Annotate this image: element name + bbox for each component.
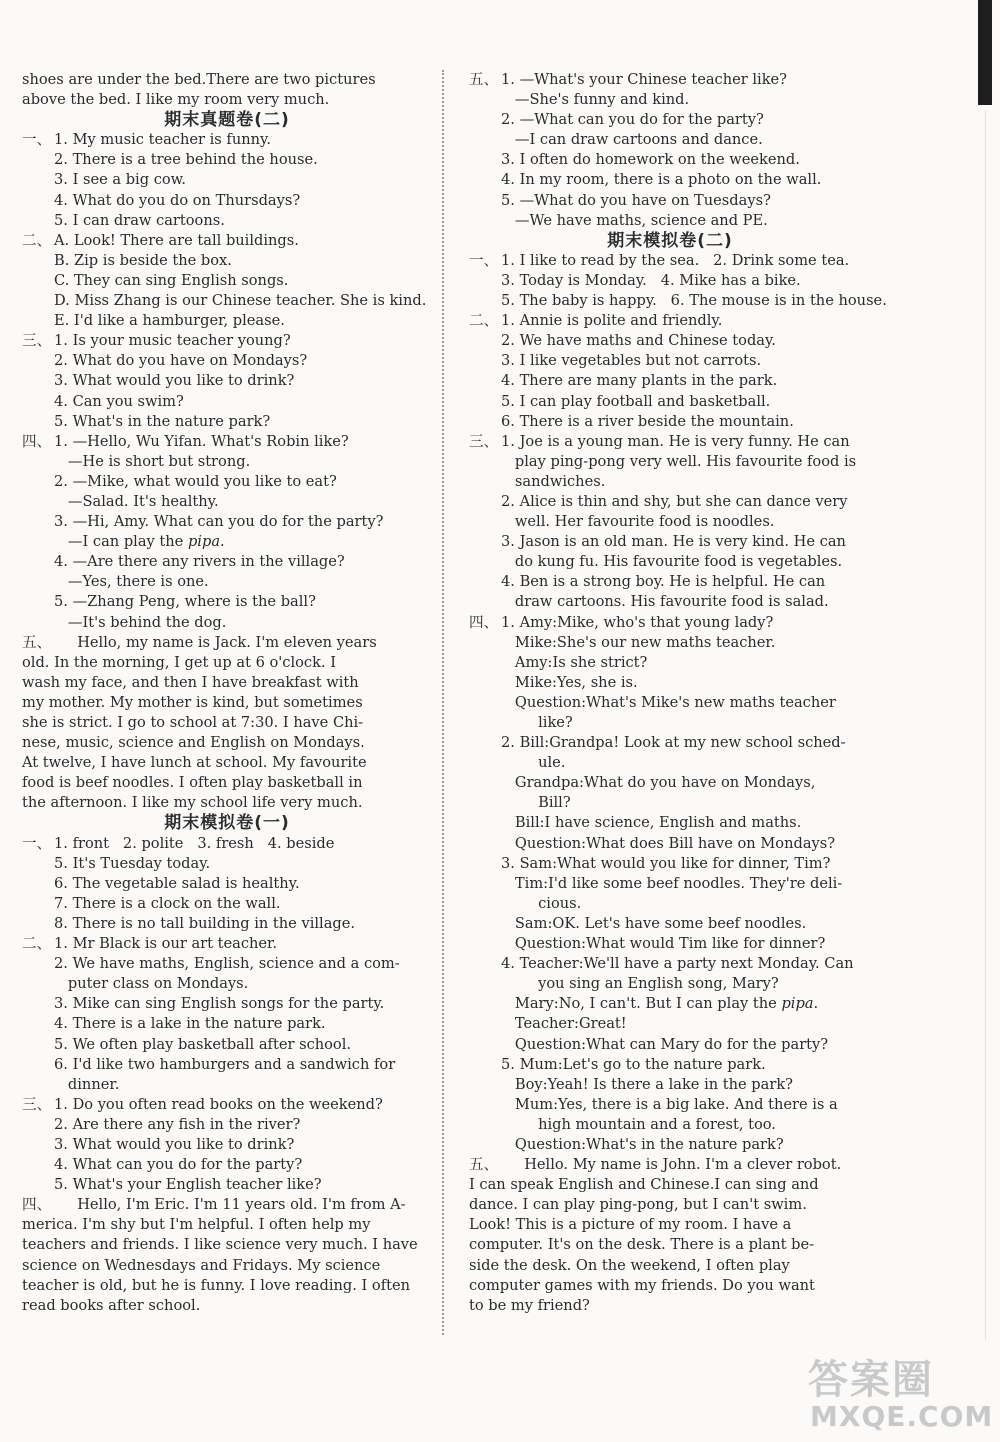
- text-line: 1. Amy:Mike, who's that young lady?: [501, 613, 774, 631]
- answer-item: [22, 1055, 432, 1095]
- section-number: [22, 1175, 54, 1195]
- section-number: [22, 1035, 54, 1055]
- text-line: 1. Joe is a young man. He is very funny. He can: [501, 432, 850, 450]
- section-number: [22, 914, 54, 934]
- answer-item: [22, 1014, 432, 1034]
- text-line: do kung fu. His favourite food is vegetables.: [501, 553, 843, 571]
- section-number: [22, 271, 54, 291]
- text-line: —Salad. It's healthy.: [54, 492, 219, 510]
- answer-item: [22, 954, 432, 994]
- section-number: [22, 211, 54, 231]
- answer-item: [22, 1175, 432, 1195]
- answer-item: [469, 492, 871, 532]
- section-number: [22, 1055, 54, 1095]
- text-line: 1. I like to read by the sea. 2. Drink some tea.: [501, 251, 850, 269]
- answer-item: [469, 954, 871, 1054]
- section-number: [22, 1155, 54, 1175]
- text-line: my mother. My mother is kind, but sometimes: [22, 693, 363, 711]
- section-number: 一、: [22, 131, 52, 149]
- text-line: nese, music, science and English on Mondays.: [22, 734, 365, 752]
- text-line: 3. I often do homework on the weekend.: [501, 151, 800, 169]
- text-line: D. Miss Zhang is our Chinese teacher. She is kind.: [54, 292, 427, 310]
- answer-item: [469, 412, 871, 432]
- text-line: Question:What's Mike's new maths teacher: [501, 693, 836, 711]
- section-number: [22, 392, 54, 412]
- text-line: 4. In my room, there is a photo on the wall.: [501, 171, 822, 189]
- text-line: high mountain and a forest, too.: [501, 1115, 776, 1133]
- text-line: 3. Mike can sing English songs for the party.: [54, 995, 385, 1013]
- section-number: 三、: [469, 432, 499, 450]
- text-line: 3. What would you like to drink?: [54, 372, 295, 390]
- text-line: Mary:No, I can't. But I can play the pipa.: [501, 995, 819, 1013]
- answer-item: [22, 1095, 432, 1115]
- text-line: Tim:I'd like some beef noodles. They're deli-: [501, 874, 843, 892]
- section-number: [22, 311, 54, 331]
- watermark: [808, 1348, 994, 1438]
- answer-item: [22, 211, 432, 231]
- answer-item: [469, 572, 871, 612]
- text-line: Bill:I have science, English and maths.: [501, 814, 802, 832]
- section-number: [469, 954, 501, 1054]
- text-line: 1. —What's your Chinese teacher like?: [501, 71, 788, 88]
- text-line: —I can play the pipa.: [54, 533, 225, 551]
- answer-item: [22, 351, 432, 371]
- text-line: wash my face, and then I have breakfast with: [22, 673, 359, 691]
- text-line: 4. Ben is a strong boy. He is helpful. He can: [501, 573, 826, 591]
- answer-item: [469, 70, 871, 110]
- answer-item: [22, 633, 432, 653]
- text-line: 1. Do you often read books on the weekend?: [54, 1095, 383, 1113]
- text-line: 5. What's in the nature park?: [54, 412, 271, 430]
- answer-item: [469, 251, 871, 271]
- text-line: Hello, I'm Eric. I'm 11 years old. I'm from A-: [54, 1196, 406, 1214]
- section-number: [22, 351, 54, 371]
- text-line: 2. Bill:Grandpa! Look at my new school sched-: [501, 734, 846, 752]
- section-title: 期末模拟卷(一): [164, 813, 290, 834]
- section-number: 三、: [22, 1095, 52, 1113]
- section-number: [22, 552, 54, 592]
- section-number: 一、: [469, 251, 499, 269]
- answer-item: [22, 130, 432, 150]
- text-line: to be my friend?: [469, 1296, 590, 1314]
- answer-item: [22, 994, 432, 1014]
- section-title: 期末模拟卷(二): [607, 230, 733, 251]
- text-line: 1. front 2. polite 3. fresh 4. beside: [54, 834, 335, 852]
- section-number: [22, 251, 54, 271]
- text-line: E. I'd like a hamburger, please.: [54, 312, 285, 330]
- answer-item: [469, 311, 871, 331]
- text-line: 5. The baby is happy. 6. The mouse is in the house.: [501, 292, 887, 310]
- text-line: play ping-pong very well. His favourite food is: [501, 452, 857, 470]
- text-line: teachers and friends. I like science very much. I have: [22, 1236, 418, 1254]
- section-number: 五、: [469, 1156, 499, 1174]
- answer-item: [22, 854, 432, 874]
- text-line: —I can draw cartoons and dance.: [501, 131, 763, 149]
- section-number: [469, 150, 501, 170]
- text-line: —She's funny and kind.: [501, 91, 690, 109]
- text-line: 1. Mr Black is our art teacher.: [54, 935, 278, 953]
- answer-item: [22, 251, 432, 271]
- answer-item: [22, 432, 432, 472]
- text-line: 2. What do you have on Mondays?: [54, 352, 308, 370]
- text-line: above the bed. I like my room very much.: [22, 91, 330, 109]
- text-line: teacher is old, but he is funny. I love reading. I often: [22, 1276, 411, 1294]
- text-line: the afternoon. I like my school life very much.: [22, 794, 363, 812]
- text-line: Mike:She's our new maths teacher.: [501, 633, 776, 651]
- section-number: [22, 170, 54, 190]
- text-line: Amy:Is she strict?: [501, 653, 648, 671]
- text-line: 5. What's your English teacher like?: [54, 1176, 322, 1194]
- text-line: 5. I can play football and basketball.: [501, 392, 771, 410]
- section-number: [22, 894, 54, 914]
- section-number: 五、: [22, 633, 52, 651]
- text-line: 3. Jason is an old man. He is very kind. He can: [501, 533, 846, 551]
- text-line: 3. Today is Monday. 4. Mike has a bike.: [501, 271, 801, 289]
- text-line: Question:What's in the nature park?: [501, 1135, 784, 1153]
- answer-item: [22, 231, 432, 251]
- answer-item: [22, 934, 432, 954]
- right-column: [469, 70, 887, 1316]
- section-number: [469, 733, 501, 854]
- answer-item: [469, 1055, 871, 1155]
- section-number: 一、: [22, 834, 52, 852]
- answer-item: [469, 271, 871, 291]
- text-line: 4. There are many plants in the park.: [501, 372, 778, 390]
- text-line: 1. My music teacher is funny.: [54, 131, 271, 149]
- answer-item: [469, 1155, 871, 1175]
- answer-item: [469, 291, 887, 311]
- text-line: —Yes, there is one.: [54, 573, 209, 591]
- answer-item: [469, 733, 871, 854]
- answer-item: [22, 914, 432, 934]
- text-line: 2. Alice is thin and shy, but she can dance very: [501, 492, 848, 510]
- text-line: Hello. My name is John. I'm a clever robot.: [501, 1156, 842, 1174]
- text-line: 5. —What do you have on Tuesdays?: [501, 191, 771, 209]
- answer-item: [22, 1195, 432, 1215]
- text-line: dinner.: [54, 1075, 120, 1093]
- section-number: 四、: [22, 1196, 52, 1214]
- answer-item: [22, 170, 432, 190]
- section-number: [22, 954, 54, 994]
- answer-item: [469, 613, 871, 734]
- text-line: 3. I see a big cow.: [54, 171, 187, 189]
- section-number: [469, 331, 501, 351]
- answer-item: [22, 1115, 432, 1135]
- answer-item: [469, 150, 871, 170]
- text-line: 5. I can draw cartoons.: [54, 211, 225, 229]
- answer-item: [22, 552, 432, 592]
- section-number: 三、: [22, 332, 52, 350]
- watermark-url: MXQE.COM: [810, 1400, 994, 1433]
- text-line: Boy:Yeah! Is there a lake in the park?: [501, 1075, 793, 1093]
- text-line: puter class on Mondays.: [54, 975, 249, 993]
- section-number: [22, 592, 54, 632]
- text-line: Look! This is a picture of my room. I have a: [469, 1216, 792, 1234]
- answer-item: [22, 592, 432, 632]
- page-edge-mark: [978, 0, 992, 105]
- answer-item: [469, 170, 871, 190]
- text-line: 4. Can you swim?: [54, 392, 184, 410]
- answer-item: [469, 432, 871, 492]
- paragraph: [469, 1175, 871, 1316]
- text-line: I can speak English and Chinese.I can sing and: [469, 1176, 819, 1194]
- section-number: 四、: [22, 432, 52, 450]
- answer-item: [469, 371, 871, 391]
- text-line: Mum:Yes, there is a big lake. And there is a: [501, 1095, 838, 1113]
- text-line: 8. There is no tall building in the village.: [54, 914, 356, 932]
- section-number: [22, 472, 54, 512]
- answer-item: [22, 874, 432, 894]
- text-line: —We have maths, science and PE.: [501, 211, 768, 229]
- text-line: draw cartoons. His favourite food is salad.: [501, 593, 829, 611]
- section-number: [469, 351, 501, 371]
- answer-item: [469, 110, 871, 150]
- answer-item: [469, 191, 871, 231]
- text-line: computer. It's on the desk. There is a plant be-: [469, 1236, 815, 1254]
- text-line: 6. There is a river beside the mountain.: [501, 412, 794, 430]
- text-line: B. Zip is beside the box.: [54, 251, 232, 269]
- answer-item: [469, 854, 871, 954]
- text-line: she is strict. I go to school at 7:30. I have Chi-: [22, 714, 364, 731]
- section-title: 期末真题卷(二): [164, 110, 290, 131]
- section-number: [469, 291, 501, 311]
- section-number: [469, 1055, 501, 1155]
- column-divider: [442, 70, 444, 1335]
- answer-item: [22, 834, 432, 854]
- watermark-logo: 答案圈: [808, 1357, 934, 1403]
- section-number: [469, 110, 501, 150]
- section-number: [22, 854, 54, 874]
- text-line: 1. Is your music teacher young?: [54, 332, 291, 350]
- text-line: C. They can sing English songs.: [54, 271, 289, 289]
- answer-item: [22, 412, 432, 432]
- text-line: 5. Mum:Let's go to the nature park.: [501, 1055, 766, 1073]
- section-number: [22, 412, 54, 432]
- section-number: [469, 854, 501, 954]
- text-line: Hello, my name is Jack. I'm eleven years: [54, 633, 377, 651]
- text-line: side the desk. On the weekend, I often play: [469, 1256, 790, 1274]
- text-line: shoes are under the bed.There are two pictures: [22, 71, 376, 88]
- text-line: 6. I'd like two hamburgers and a sandwich for: [54, 1055, 396, 1073]
- section-number: [22, 150, 54, 170]
- section-number: 二、: [22, 231, 52, 249]
- answer-item: [469, 331, 871, 351]
- text-line: merica. I'm shy but I'm helpful. I often help my: [22, 1216, 371, 1234]
- text-line: —It's behind the dog.: [54, 613, 227, 631]
- text-line: 2. —What can you do for the party?: [501, 111, 764, 129]
- section-number: [22, 1135, 54, 1155]
- answer-item: [22, 371, 432, 391]
- text-line: 2. —Mike, what would you like to eat?: [54, 472, 337, 490]
- text-line: 5. It's Tuesday today.: [54, 854, 211, 872]
- text-line: ule.: [501, 754, 566, 772]
- answer-item: [22, 311, 432, 331]
- text-line: Question:What can Mary do for the party?: [501, 1035, 829, 1053]
- section-number: [22, 371, 54, 391]
- section-number: [469, 492, 501, 532]
- text-line: 2. We have maths, English, science and a com-: [54, 955, 400, 973]
- text-line: read books after school.: [22, 1296, 201, 1314]
- text-line: Bill?: [501, 794, 571, 812]
- text-line: At twelve, I have lunch at school. My favourite: [22, 754, 367, 772]
- section-number: [22, 191, 54, 211]
- section-number: 五、: [469, 71, 499, 88]
- answer-item: [22, 512, 432, 552]
- text-line: you sing an English song, Mary?: [501, 975, 779, 993]
- text-line: Question:What would Tim like for dinner?: [501, 935, 826, 953]
- text-line: like?: [501, 714, 573, 731]
- answer-item: [22, 1155, 432, 1175]
- text-line: 4. Teacher:We'll have a party next Monday. Can: [501, 955, 854, 973]
- text-line: 7. There is a clock on the wall.: [54, 894, 281, 912]
- text-line: Grandpa:What do you have on Mondays,: [501, 774, 816, 792]
- section-number: [22, 1115, 54, 1135]
- text-line: dance. I can play ping-pong, but I can't swim.: [469, 1196, 807, 1214]
- answer-item: [469, 392, 871, 412]
- section-number: [469, 572, 501, 612]
- section-number: [469, 412, 501, 432]
- answer-item: [469, 532, 871, 572]
- text-line: 4. What can you do for the party?: [54, 1156, 303, 1174]
- left-column: [22, 70, 432, 1316]
- text-line: 3. —Hi, Amy. What can you do for the party?: [54, 513, 384, 531]
- answer-item: [22, 271, 432, 291]
- text-line: computer games with my friends. Do you want: [469, 1276, 815, 1294]
- text-line: well. Her favourite food is noodles.: [501, 513, 775, 531]
- text-line: 2. We have maths and Chinese today.: [501, 332, 776, 350]
- section-number: [469, 371, 501, 391]
- text-line: Sam:OK. Let's have some beef noodles.: [501, 914, 807, 932]
- answer-item: [22, 191, 432, 211]
- text-line: science on Wednesdays and Fridays. My science: [22, 1256, 381, 1274]
- section-number: [22, 512, 54, 552]
- section-number: [22, 291, 54, 311]
- section-number: [22, 874, 54, 894]
- text-line: sandwiches.: [501, 472, 606, 490]
- section-number: [469, 170, 501, 190]
- section-number: [469, 191, 501, 231]
- section-number: [469, 392, 501, 412]
- section-number: [22, 1014, 54, 1034]
- paragraph: [22, 1215, 432, 1315]
- text-line: 1. Annie is polite and friendly.: [501, 312, 723, 330]
- section-number: 四、: [469, 613, 499, 631]
- answer-item: [22, 472, 432, 512]
- text-line: Teacher:Great!: [501, 1015, 627, 1033]
- text-line: 4. What do you do on Thursdays?: [54, 191, 301, 209]
- section-number: [469, 271, 501, 291]
- answer-item: [22, 894, 432, 914]
- section-number: 二、: [22, 935, 52, 953]
- section-number: 二、: [469, 312, 499, 330]
- text-line: old. In the morning, I get up at 6 o'clock. I: [22, 653, 336, 671]
- answer-item: [22, 1035, 432, 1055]
- text-line: cious.: [501, 894, 582, 912]
- answer-item: [22, 291, 432, 311]
- answer-item: [22, 150, 432, 170]
- section-number: [469, 532, 501, 572]
- text-line: food is beef noodles. I often play basketball in: [22, 774, 363, 792]
- text-line: 3. What would you like to drink?: [54, 1135, 295, 1153]
- page-edge-line: [985, 110, 986, 1340]
- section-number: [22, 994, 54, 1014]
- text-line: Mike:Yes, she is.: [501, 673, 638, 691]
- answer-item: [22, 1135, 432, 1155]
- text-line: 6. The vegetable salad is healthy.: [54, 874, 300, 892]
- text-line: 2. There is a tree behind the house.: [54, 151, 318, 169]
- text-line: Question:What does Bill have on Mondays?: [501, 834, 836, 852]
- text-line: 4. There is a lake in the nature park.: [54, 1015, 326, 1033]
- answer-item: [22, 331, 432, 351]
- text-line: 1. —Hello, Wu Yifan. What's Robin like?: [54, 432, 349, 450]
- paragraph: [22, 653, 432, 814]
- answer-item: [469, 351, 871, 371]
- text-line: 2. Are there any fish in the river?: [54, 1115, 301, 1133]
- text-line: 3. I like vegetables but not carrots.: [501, 352, 762, 370]
- text-line: 5. —Zhang Peng, where is the ball?: [54, 593, 316, 611]
- text-line: A. Look! There are tall buildings.: [54, 231, 299, 249]
- text-line: 3. Sam:What would you like for dinner, Tim?: [501, 854, 831, 872]
- text-line: 4. —Are there any rivers in the village?: [54, 553, 345, 571]
- text-line: 5. We often play basketball after school.: [54, 1035, 352, 1053]
- paragraph: [22, 70, 432, 110]
- answer-item: [22, 392, 432, 412]
- text-line: —He is short but strong.: [54, 452, 251, 470]
